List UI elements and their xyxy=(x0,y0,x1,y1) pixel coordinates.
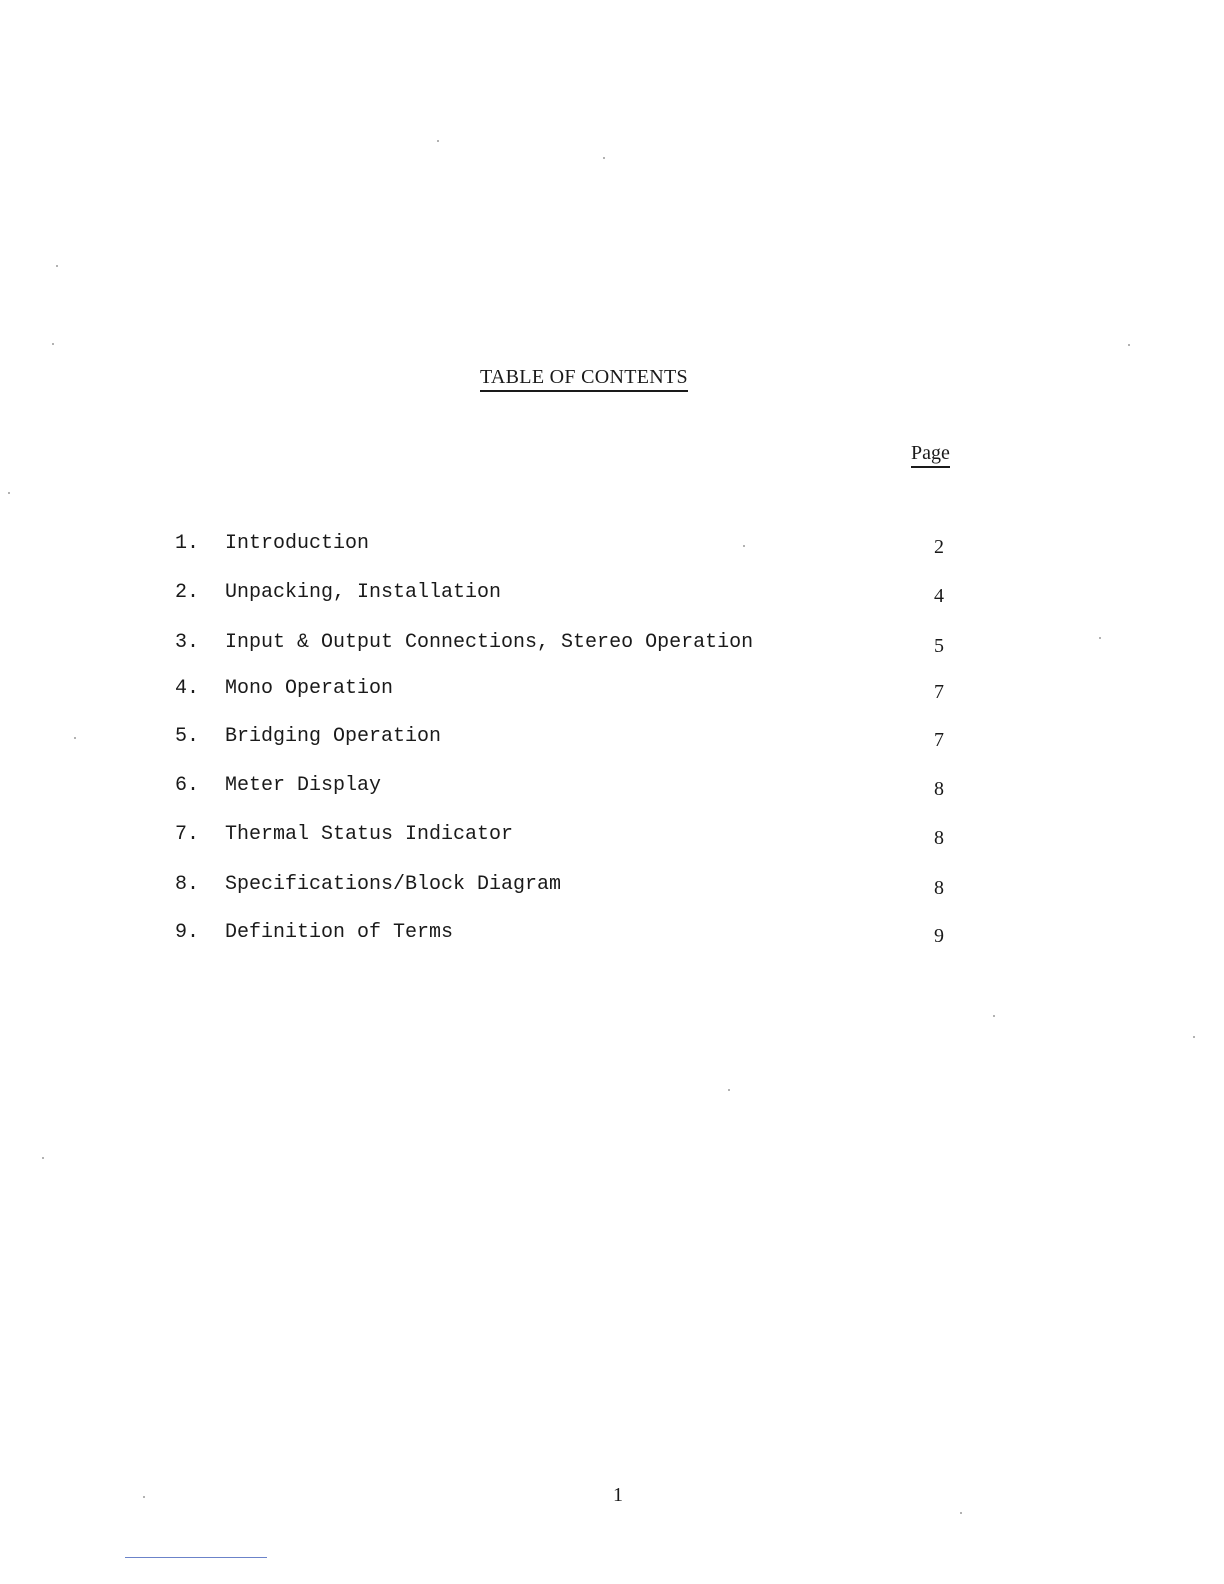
toc-entry-number: 9. xyxy=(175,921,200,944)
toc-entry-title: Input & Output Connections, Stereo Operation xyxy=(225,631,754,654)
scan-speck xyxy=(8,492,10,494)
scan-speck xyxy=(1128,344,1130,346)
scan-speck xyxy=(56,265,58,267)
scan-speck xyxy=(960,1512,962,1514)
toc-entry-number: 1. xyxy=(175,532,200,555)
scan-speck xyxy=(743,545,745,547)
toc-entry xyxy=(0,725,1224,755)
toc-entry xyxy=(0,532,1224,562)
toc-entry xyxy=(0,774,1224,804)
toc-entry xyxy=(0,631,1224,661)
toc-entry-number: 5. xyxy=(175,725,200,748)
toc-entry-page: 8 xyxy=(934,778,944,800)
toc-entry-page: 9 xyxy=(934,925,944,947)
toc-entry-page: 7 xyxy=(934,729,944,751)
scan-edge-line xyxy=(125,1557,267,1558)
scan-speck xyxy=(1099,637,1101,639)
toc-entry xyxy=(0,873,1224,903)
scan-speck xyxy=(603,157,605,159)
toc-entry-title: Introduction xyxy=(225,532,370,555)
toc-entry-page: 4 xyxy=(934,585,944,607)
toc-entry xyxy=(0,677,1224,707)
toc-entry-page: 8 xyxy=(934,827,944,849)
scan-speck xyxy=(52,343,54,345)
toc-entry-title: Specifications/Block Diagram xyxy=(225,873,562,896)
scan-speck xyxy=(143,1496,145,1498)
toc-entry-title: Unpacking, Installation xyxy=(225,581,502,604)
toc-entry-number: 4. xyxy=(175,677,200,700)
toc-entry-title: Bridging Operation xyxy=(225,725,442,748)
page-number: 1 xyxy=(613,1484,623,1506)
toc-title: TABLE OF CONTENTS xyxy=(480,366,688,392)
toc-entry-title: Definition of Terms xyxy=(225,921,454,944)
scan-speck xyxy=(1193,1036,1195,1038)
toc-entry-page: 2 xyxy=(934,536,944,558)
scan-speck xyxy=(437,140,439,142)
toc-entry-page: 5 xyxy=(934,635,944,657)
toc-entry xyxy=(0,823,1224,853)
toc-entry xyxy=(0,581,1224,611)
toc-entry-title: Thermal Status Indicator xyxy=(225,823,514,846)
toc-entry-page: 7 xyxy=(934,681,944,703)
page-column-header: Page xyxy=(911,442,950,468)
scan-speck xyxy=(74,737,76,739)
toc-entry-page: 8 xyxy=(934,877,944,899)
toc-entry-number: 8. xyxy=(175,873,200,896)
toc-entry-title: Meter Display xyxy=(225,774,382,797)
scan-speck xyxy=(42,1157,44,1159)
toc-entry xyxy=(0,921,1224,951)
toc-entry-number: 6. xyxy=(175,774,200,797)
toc-entry-number: 3. xyxy=(175,631,200,654)
toc-entry-title: Mono Operation xyxy=(225,677,394,700)
scan-speck xyxy=(728,1089,730,1091)
toc-entry-number: 7. xyxy=(175,823,200,846)
toc-entry-number: 2. xyxy=(175,581,200,604)
scan-speck xyxy=(993,1015,995,1017)
